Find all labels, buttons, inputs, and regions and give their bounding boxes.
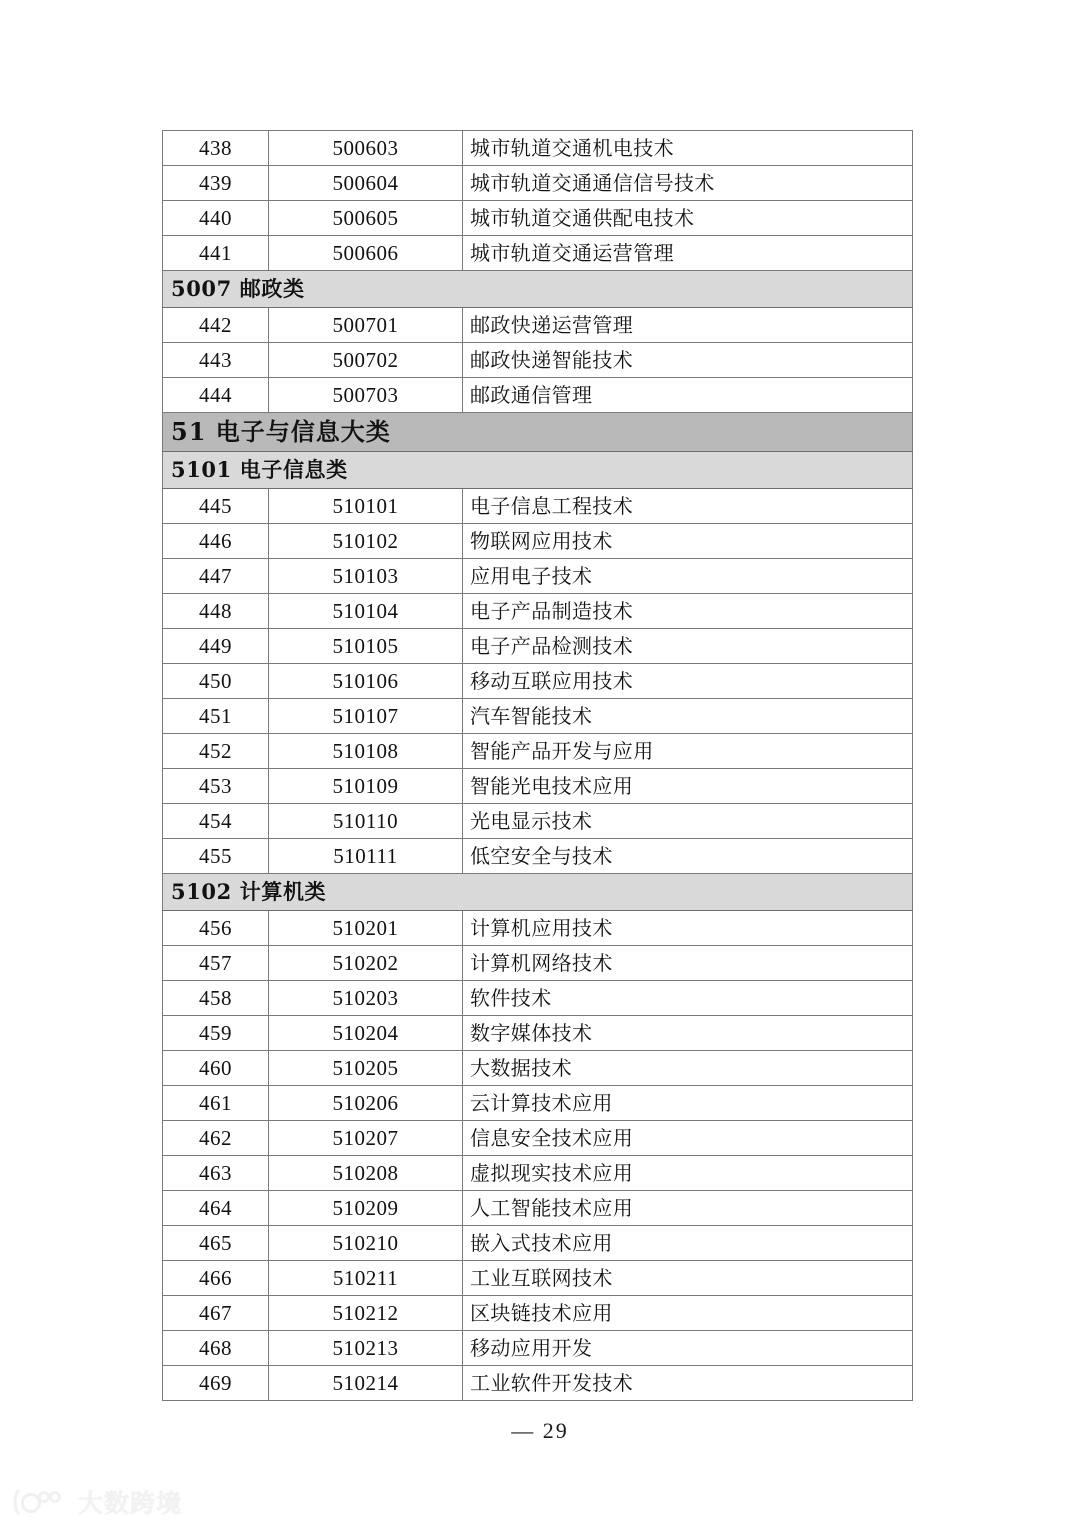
table-row (163, 343, 913, 378)
specialty-catalog-table (162, 130, 913, 1401)
cell-sequence: 456 (163, 911, 269, 946)
cell-specialty-name: 低空安全与技术 (463, 839, 913, 874)
cell-sequence: 444 (163, 378, 269, 413)
table-row (163, 378, 913, 413)
cell-sequence: 438 (163, 131, 269, 166)
cell-specialty-code: 510205 (269, 1051, 463, 1086)
cell-sequence: 465 (163, 1226, 269, 1261)
cell-specialty-code: 510101 (269, 489, 463, 524)
cell-specialty-name: 邮政快递运营管理 (463, 308, 913, 343)
cell-specialty-code: 510110 (269, 804, 463, 839)
cell-specialty-code: 510111 (269, 839, 463, 874)
cell-specialty-name: 工业软件开发技术 (463, 1366, 913, 1401)
cell-specialty-code: 510204 (269, 1016, 463, 1051)
cell-specialty-code: 500703 (269, 378, 463, 413)
cell-specialty-name: 电子产品制造技术 (463, 594, 913, 629)
cell-sequence: 441 (163, 236, 269, 271)
cell-specialty-name: 城市轨道交通机电技术 (463, 131, 913, 166)
table-row (163, 236, 913, 271)
cell-specialty-name: 智能产品开发与应用 (463, 734, 913, 769)
table-row (163, 1051, 913, 1086)
cell-sequence: 449 (163, 629, 269, 664)
sub-category-header-row (163, 452, 913, 489)
cell-specialty-code: 510106 (269, 664, 463, 699)
cell-specialty-code: 510107 (269, 699, 463, 734)
cell-specialty-code: 510103 (269, 559, 463, 594)
cell-specialty-code: 510206 (269, 1086, 463, 1121)
cell-specialty-code: 500605 (269, 201, 463, 236)
cell-sequence: 451 (163, 699, 269, 734)
cell-sequence: 440 (163, 201, 269, 236)
cell-specialty-code: 510102 (269, 524, 463, 559)
cell-specialty-name: 嵌入式技术应用 (463, 1226, 913, 1261)
cell-sequence: 464 (163, 1191, 269, 1226)
cell-specialty-code: 510109 (269, 769, 463, 804)
cell-sequence: 468 (163, 1331, 269, 1366)
table-row (163, 166, 913, 201)
cell-sequence: 454 (163, 804, 269, 839)
table-body (163, 131, 913, 1401)
table-row (163, 489, 913, 524)
table-row (163, 1016, 913, 1051)
table-row (163, 1156, 913, 1191)
cell-sequence: 460 (163, 1051, 269, 1086)
table-row (163, 946, 913, 981)
cell-sequence: 462 (163, 1121, 269, 1156)
table-row (163, 131, 913, 166)
cell-sequence: 439 (163, 166, 269, 201)
sub-category-header-row (163, 271, 913, 308)
cell-specialty-name: 云计算技术应用 (463, 1086, 913, 1121)
cell-specialty-code: 510202 (269, 946, 463, 981)
table-row (163, 981, 913, 1016)
cell-specialty-code: 510104 (269, 594, 463, 629)
cell-specialty-name: 人工智能技术应用 (463, 1191, 913, 1226)
table-row (163, 769, 913, 804)
cell-specialty-code: 500702 (269, 343, 463, 378)
cell-specialty-code: 510211 (269, 1261, 463, 1296)
cell-specialty-name: 移动互联应用技术 (463, 664, 913, 699)
cell-sequence: 447 (163, 559, 269, 594)
sub-category-label: 5102 计算机类 (163, 874, 913, 911)
cell-sequence: 452 (163, 734, 269, 769)
cell-specialty-name: 城市轨道交通通信信号技术 (463, 166, 913, 201)
major-category-header-row (163, 413, 913, 452)
cell-sequence: 458 (163, 981, 269, 1016)
cell-sequence: 442 (163, 308, 269, 343)
cell-specialty-code: 500604 (269, 166, 463, 201)
cell-sequence: 455 (163, 839, 269, 874)
cell-specialty-code: 510105 (269, 629, 463, 664)
cell-specialty-name: 汽车智能技术 (463, 699, 913, 734)
table-row (163, 734, 913, 769)
cell-specialty-name: 城市轨道交通运营管理 (463, 236, 913, 271)
cell-sequence: 443 (163, 343, 269, 378)
cell-specialty-name: 邮政通信管理 (463, 378, 913, 413)
cell-specialty-name: 计算机网络技术 (463, 946, 913, 981)
cell-specialty-code: 510207 (269, 1121, 463, 1156)
watermark-text: 大数跨境 (78, 1489, 183, 1518)
cell-specialty-code: 510208 (269, 1156, 463, 1191)
cell-specialty-code: 510214 (269, 1366, 463, 1401)
table-row (163, 911, 913, 946)
table-row (163, 839, 913, 874)
cell-sequence: 469 (163, 1366, 269, 1401)
table-row (163, 308, 913, 343)
table-row (163, 699, 913, 734)
cell-specialty-name: 区块链技术应用 (463, 1296, 913, 1331)
cell-specialty-name: 电子信息工程技术 (463, 489, 913, 524)
sub-category-label: 5007 邮政类 (163, 271, 913, 308)
cell-specialty-code: 510203 (269, 981, 463, 1016)
cell-specialty-name: 邮政快递智能技术 (463, 343, 913, 378)
cell-specialty-name: 城市轨道交通供配电技术 (463, 201, 913, 236)
cell-specialty-name: 数字媒体技术 (463, 1016, 913, 1051)
cell-sequence: 461 (163, 1086, 269, 1121)
cell-specialty-name: 大数据技术 (463, 1051, 913, 1086)
table-row (163, 559, 913, 594)
cell-specialty-name: 智能光电技术应用 (463, 769, 913, 804)
table-row (163, 524, 913, 559)
cell-specialty-code: 500603 (269, 131, 463, 166)
cell-specialty-name: 应用电子技术 (463, 559, 913, 594)
cell-sequence: 463 (163, 1156, 269, 1191)
cell-sequence: 450 (163, 664, 269, 699)
cell-specialty-name: 计算机应用技术 (463, 911, 913, 946)
cell-specialty-code: 510210 (269, 1226, 463, 1261)
major-category-label: 51 电子与信息大类 (163, 413, 913, 452)
cell-sequence: 459 (163, 1016, 269, 1051)
cell-specialty-code: 510108 (269, 734, 463, 769)
cell-sequence: 448 (163, 594, 269, 629)
cell-specialty-code: 510209 (269, 1191, 463, 1226)
page-number: — 29 (511, 1418, 569, 1443)
table-row (163, 1366, 913, 1401)
cell-specialty-name: 移动应用开发 (463, 1331, 913, 1366)
cell-specialty-name: 物联网应用技术 (463, 524, 913, 559)
cell-specialty-name: 电子产品检测技术 (463, 629, 913, 664)
table-row (163, 1331, 913, 1366)
table-row (163, 1121, 913, 1156)
cell-specialty-name: 工业互联网技术 (463, 1261, 913, 1296)
cell-sequence: 453 (163, 769, 269, 804)
cell-sequence: 457 (163, 946, 269, 981)
cell-specialty-code: 510212 (269, 1296, 463, 1331)
cell-specialty-code: 500701 (269, 308, 463, 343)
cell-sequence: 467 (163, 1296, 269, 1331)
sub-category-label: 5101 电子信息类 (163, 452, 913, 489)
cell-sequence: 445 (163, 489, 269, 524)
table-row (163, 201, 913, 236)
cell-specialty-name: 虚拟现实技术应用 (463, 1156, 913, 1191)
cell-sequence: 446 (163, 524, 269, 559)
table-row (163, 1086, 913, 1121)
cell-specialty-code: 510201 (269, 911, 463, 946)
cell-specialty-name: 软件技术 (463, 981, 913, 1016)
cell-specialty-code: 510213 (269, 1331, 463, 1366)
table-row (163, 664, 913, 699)
cell-specialty-code: 500606 (269, 236, 463, 271)
watermark (12, 1483, 182, 1521)
sub-category-header-row (163, 874, 913, 911)
table-row (163, 804, 913, 839)
table-row (163, 1261, 913, 1296)
table-row (163, 594, 913, 629)
table-row (163, 1226, 913, 1261)
table-row (163, 1191, 913, 1226)
circles-logo-icon (12, 1487, 70, 1517)
cell-specialty-name: 光电显示技术 (463, 804, 913, 839)
cell-sequence: 466 (163, 1261, 269, 1296)
table-row (163, 629, 913, 664)
cell-specialty-name: 信息安全技术应用 (463, 1121, 913, 1156)
table-row (163, 1296, 913, 1331)
